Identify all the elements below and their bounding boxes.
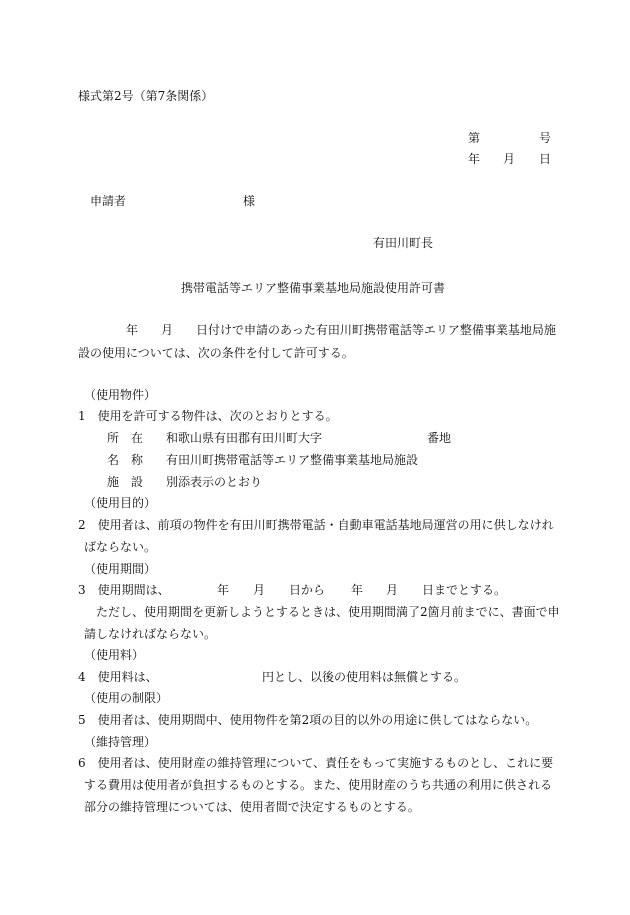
intro-line2: 設の使用については、次の条件を付して許可する。	[78, 346, 354, 360]
location-value: 和歌山県有田郡有田川町大字	[166, 431, 323, 445]
document-number-suffix: 号	[539, 131, 552, 145]
intro-line1: 日付けで申請のあった有田川町携帯電話等エリア整備事業基地局施	[196, 323, 556, 337]
section6-line3: 部分の維持管理については、使用者間で決定するものとする。	[84, 800, 420, 814]
section4-line-a: 4 使用料は、	[78, 670, 158, 684]
date-year: 年	[468, 152, 481, 166]
section5-line: 5 使用者は、使用期間中、使用物件を第2項の目的以外の用途に供してはならない。	[78, 713, 538, 727]
section3-start-year: 年	[217, 583, 230, 597]
name-label: 名 称	[107, 453, 144, 467]
date-month: 月	[503, 152, 516, 166]
location-label: 所 在	[107, 431, 144, 445]
section1-text: 1 使用を許可する物件は、次のとおりとする。	[78, 409, 338, 423]
section3-end-day: 日までとする。	[422, 583, 507, 597]
section6-line2: する費用は使用者が負担するものとする。また、使用財産のうち共通の利用に供される	[84, 778, 553, 792]
section3-start-month: 月	[253, 583, 266, 597]
document-number-prefix: 第	[468, 131, 481, 145]
name-value: 有田川町携帯電話等エリア整備事業基地局施設	[166, 453, 419, 467]
section1-heading: （使用物件）	[84, 388, 157, 402]
section3-end-month: 月	[386, 583, 399, 597]
section3-line2: ただし、使用期間を更新しようとするときは、使用期間満了2箇月前までに、書面で申	[96, 605, 560, 619]
section3-line3: 請しなければならない。	[84, 627, 217, 641]
section4-line-b: 円とし、以後の使用料は無償とする。	[262, 670, 467, 684]
section4-heading: （使用料）	[84, 648, 145, 662]
section6-heading: （維持管理）	[84, 735, 157, 749]
date-day: 日	[539, 152, 552, 166]
location-suffix: 番地	[427, 431, 452, 445]
section6-line1: 6 使用者は、使用財産の維持管理について、責任をもって実施するものとし、これに要	[78, 756, 554, 770]
facility-label: 施 設	[107, 475, 144, 489]
applicant-label: 申請者	[90, 194, 127, 208]
section2-heading: （使用目的）	[84, 496, 157, 510]
facility-value: 別添表示のとおり	[166, 475, 263, 489]
applicant-honorific: 様	[243, 194, 256, 208]
form-number: 様式第2号（第7条関係）	[78, 89, 214, 103]
intro-year: 年	[126, 323, 139, 337]
section3-heading: （使用期間）	[84, 562, 157, 576]
document-title: 携帯電話等エリア整備事業基地局施設使用許可書	[181, 281, 446, 295]
section2-line2: ばならない。	[84, 540, 157, 554]
section3-end-year: 年	[351, 583, 364, 597]
issuer: 有田川町長	[373, 236, 434, 250]
section3-start-day: 日から	[289, 583, 326, 597]
section2-line1: 2 使用者は、前項の物件を有田川町携帯電話・自動車電話基地局運営の用に供しなけれ	[78, 518, 554, 532]
section3-line1-a: 3 使用期間は、	[78, 583, 170, 597]
intro-month: 月	[161, 323, 174, 337]
section5-heading: （使用の制限）	[84, 691, 169, 705]
